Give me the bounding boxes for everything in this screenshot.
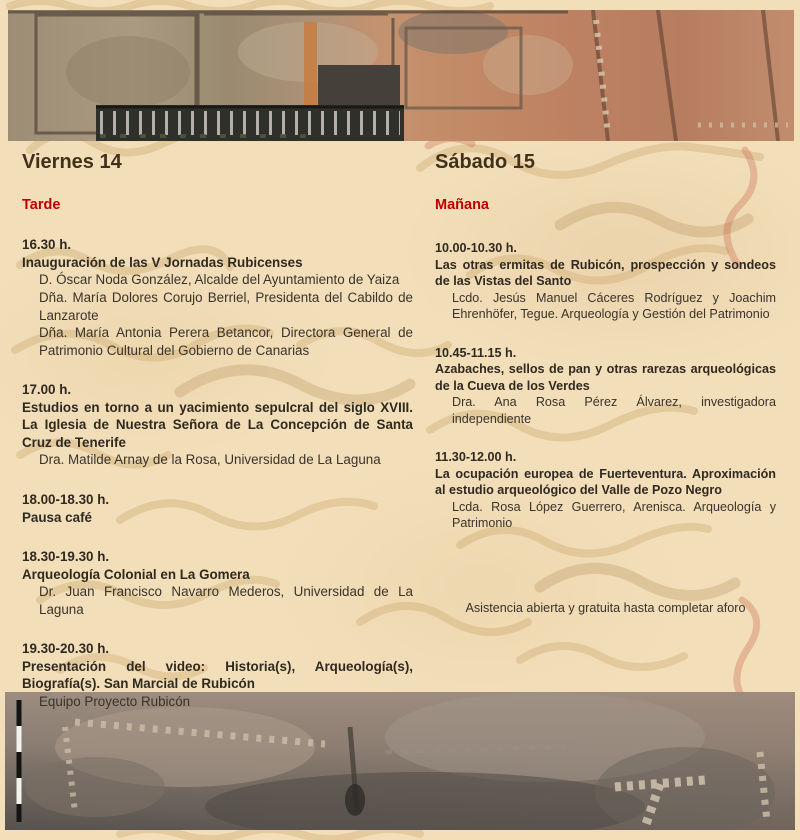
schedule-column-saturday — [435, 150, 776, 616]
attendance-note: Asistencia abierta y gratuita hasta completar aforo — [465, 600, 746, 615]
schedule-event — [22, 381, 413, 469]
event-speaker: Equipo Proyecto Rubicón — [39, 693, 191, 709]
event-title: Inauguración de las V Jornadas Rubicenses — [22, 254, 303, 270]
event-time: 18.30-19.30 h. — [22, 549, 110, 565]
schedule-event — [22, 236, 413, 359]
event-speaker: Lcdo. Jesús Manuel Cáceres Rodríguez y Joachim Ehrenhöfer, Tegue. Arqueología y Gestión del Patrimonio — [452, 290, 776, 322]
event-speaker: Dra. Matilde Arnay de la Rosa, Universidad de La Laguna — [39, 452, 381, 468]
event-time: 10.45-11.15 h. — [435, 345, 517, 360]
schedule-event — [22, 548, 413, 618]
event-speaker: Dña. María Dolores Corujo Berriel, Presidenta del Cabildo de Lanzarote — [39, 290, 413, 323]
excavation-photo-top — [8, 10, 794, 141]
event-time: 16.30 h. — [22, 237, 72, 253]
event-time: 18.00-18.30 h. — [22, 491, 110, 507]
day-title-saturday: Sábado 15 — [435, 151, 536, 173]
event-title: Las otras ermitas de Rubicón, prospección y sondeos de las Vistas del Santo — [435, 257, 776, 289]
event-speaker: Dña. María Antonia Perera Betancor, Directora General de Patrimonio Cultural del Gobierno de Canarias — [39, 325, 413, 358]
event-title: Estudios en torno a un yacimiento sepulcral del siglo XVIII. La Iglesia de Nuestra Señora de La Concepción de Santa Cruz de Tenerife — [22, 399, 413, 450]
event-speaker: Dr. Juan Francisco Navarro Mederos, Universidad de La Laguna — [39, 584, 413, 617]
event-title: La ocupación europea de Fuerteventura. Aproximación al estudio arqueológico del Valle de Pozo Negro — [435, 466, 776, 498]
event-title: Presentación del video: Historia(s), Arqueología(s), Biografía(s). San Marcial de Rubicón — [22, 658, 413, 692]
event-time: 10.00-10.30 h. — [435, 241, 517, 256]
event-time: 11.30-12.00 h. — [435, 450, 517, 465]
schedule-event — [22, 491, 413, 526]
session-label-manana: Mañana — [435, 197, 489, 213]
event-speaker: Dra. Ana Rosa Pérez Álvarez, investigadora independiente — [452, 395, 776, 426]
schedule-event — [435, 240, 776, 322]
event-title: Arqueología Colonial en La Gomera — [22, 566, 250, 582]
excavation-photo-bottom — [5, 692, 795, 830]
event-title: Pausa café — [22, 509, 92, 525]
event-time: 19.30-20.30 h. — [22, 641, 110, 657]
event-speaker: Lcda. Rosa López Guerrero, Arenisca. Arqueología y Patrimonio — [452, 499, 776, 531]
schedule-event — [435, 345, 776, 427]
event-speaker: D. Óscar Noda González, Alcalde del Ayuntamiento de Yaiza — [39, 272, 400, 288]
event-time: 17.00 h. — [22, 382, 72, 398]
day-title-friday: Viernes 14 — [22, 151, 122, 173]
session-label-tarde: Tarde — [22, 197, 61, 213]
schedule-event — [22, 640, 413, 710]
schedule-column-friday — [22, 150, 413, 710]
schedule-event — [435, 449, 776, 531]
event-title: Azabaches, sellos de pan y otras rarezas arqueológicas de la Cueva de los Verdes — [435, 362, 776, 393]
